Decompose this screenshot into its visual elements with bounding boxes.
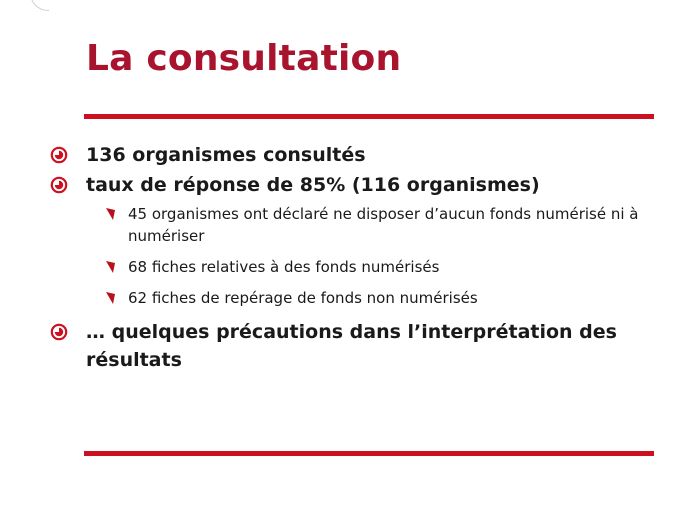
list-item <box>50 171 650 199</box>
list-item-label: 136 organismes consultés <box>86 144 366 166</box>
sub-bullet-list <box>50 203 650 309</box>
triangle-bullet-icon <box>106 208 115 220</box>
list-item-label: taux de réponse de 85% (116 organismes) <box>86 174 540 196</box>
bullet-list <box>50 141 650 376</box>
circle-target-bullet-icon <box>50 323 68 341</box>
page-title: La consultation <box>86 38 402 79</box>
footer-divider <box>84 451 654 456</box>
triangle-bullet-icon <box>106 261 115 273</box>
triangle-bullet-icon <box>106 292 115 304</box>
circle-target-bullet-icon <box>50 146 68 164</box>
sub-list-item-label: 45 organismes ont déclaré ne disposer d’aucun fonds numérisé ni à numériser <box>128 205 639 245</box>
circle-target-bullet-icon <box>50 176 68 194</box>
sub-list-item <box>128 203 650 247</box>
sub-list-item <box>128 287 650 309</box>
sub-list-item-label: 68 fiches relatives à des fonds numérisés <box>128 258 440 276</box>
list-item <box>50 141 650 169</box>
list-item <box>50 318 650 374</box>
list-item-label: … quelques précautions dans l’interprétation des résultats <box>86 321 617 371</box>
title-divider <box>84 114 654 119</box>
sub-list-item <box>128 256 650 278</box>
corner-decoration <box>30 0 49 11</box>
sub-list-item-label: 62 fiches de repérage de fonds non numérisés <box>128 289 478 307</box>
